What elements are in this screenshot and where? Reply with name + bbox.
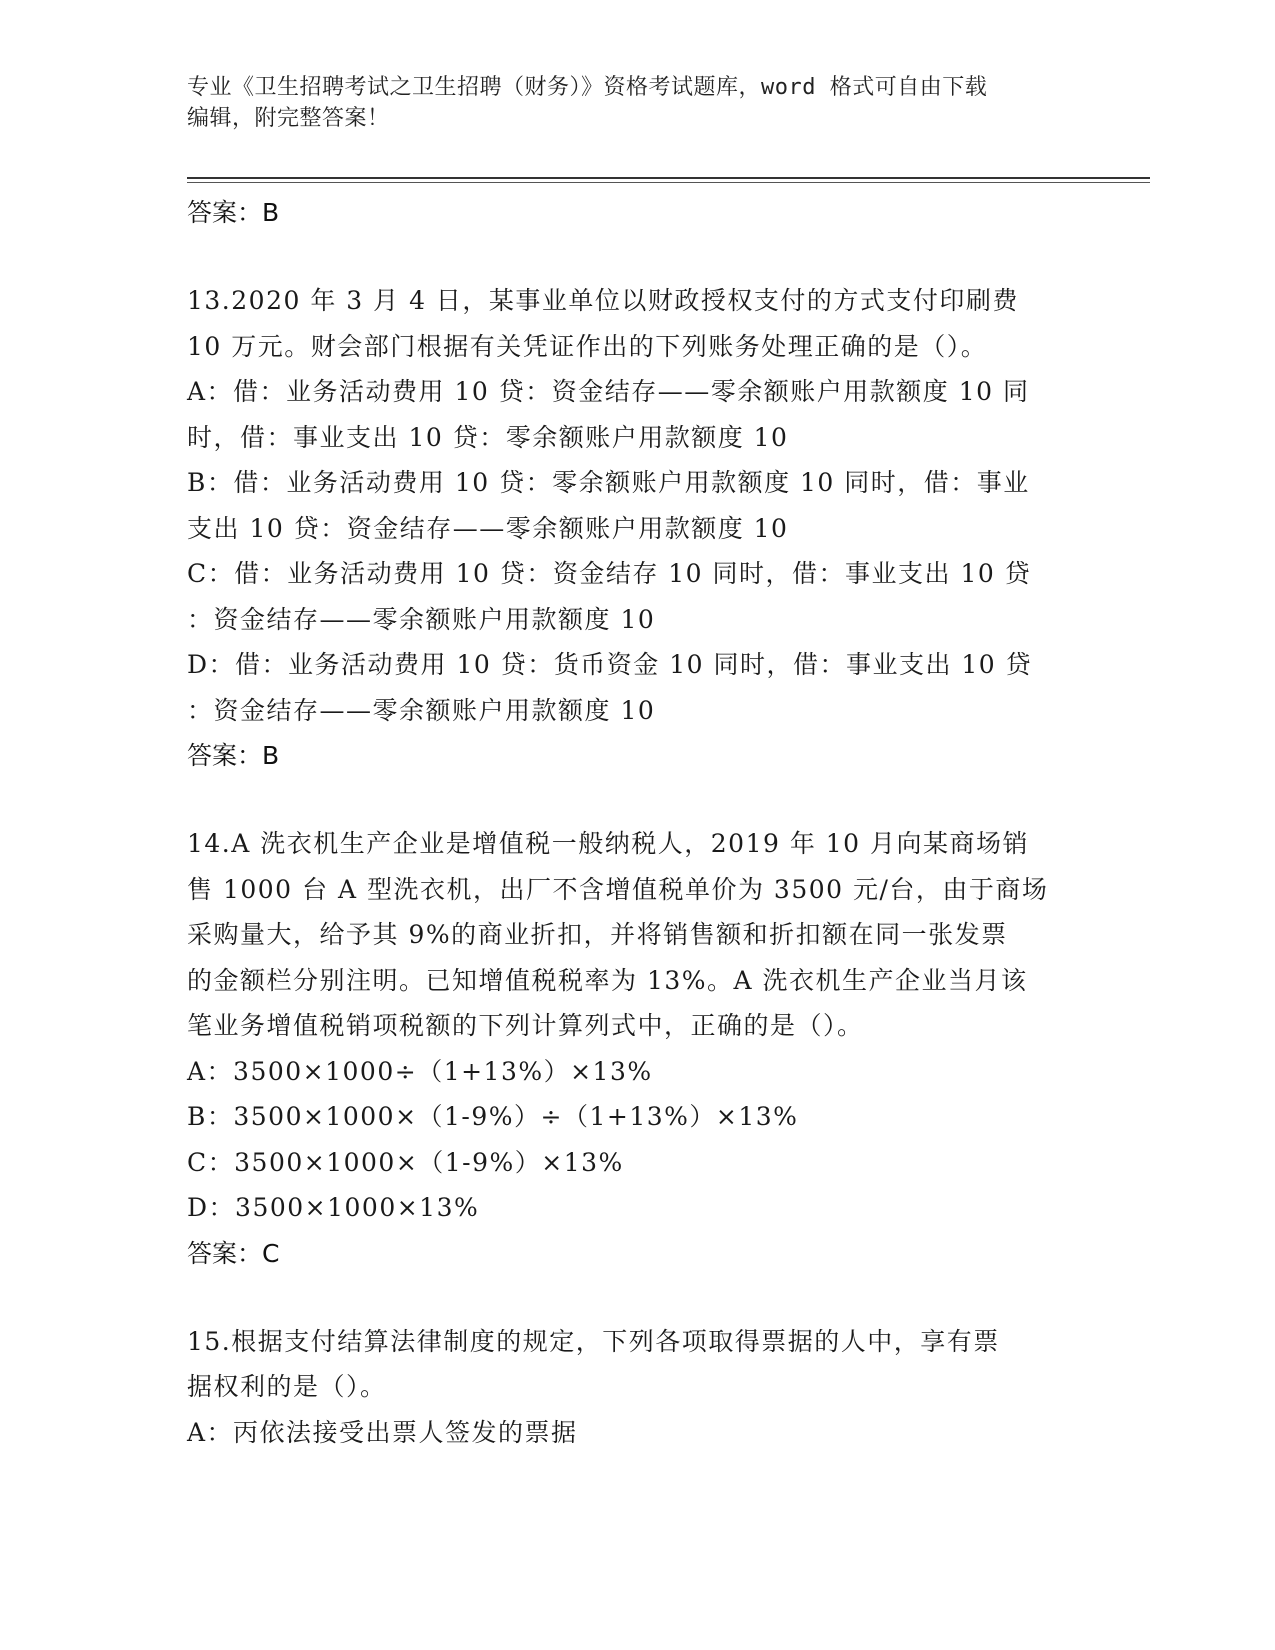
question-13-option-d-cont: ：资金结存——零余额账户用款额度 10: [187, 695, 656, 725]
answer-12: 答案：B: [187, 198, 280, 227]
question-13-option-d: D：借：业务活动费用 10 贷：货币资金 10 同时，借：事业支出 10 贷: [187, 650, 1033, 679]
spacer: [187, 778, 1087, 821]
answer-14: 答案：C: [187, 1238, 280, 1268]
question-14-option-b: B：3500×1000×（1-9%）÷（1+13%）×13%: [187, 1102, 799, 1131]
question-14-line: 采购量大，给予其 9%的商业折扣，并将销售额和折扣额在同一张发票: [187, 920, 1008, 949]
question-13-option-a-cont: 时，借：事业支出 10 贷：零余额账户用款额度 10: [187, 422, 789, 452]
question-13-line: 10 万元。财会部门根据有关凭证作出的下列账务处理正确的是（）。: [187, 331, 988, 361]
question-13-option-c: C：借：业务活动费用 10 贷：资金结存 10 同时，借：事业支出 10 贷: [187, 559, 1032, 588]
header-line-2: 编辑，附完整答案！: [187, 106, 390, 131]
question-15-option-a: A：丙依法接受出票人签发的票据: [187, 1417, 578, 1447]
question-15-line: 据权利的是（）。: [187, 1372, 387, 1401]
question-14: [187, 821, 1087, 1276]
question-13-option-b-cont: 支出 10 贷：资金结存——零余额账户用款额度 10: [187, 513, 789, 543]
header-line-1: 专业《卫生招聘考试之卫生招聘（财务）》资格考试题库，word 格式可自由下载: [187, 75, 988, 100]
question-14-line: 14.A 洗衣机生产企业是增值税一般纳税人，2019 年 10 月向某商场销: [187, 829, 1030, 858]
question-13-line: 13.2020 年 3 月 4 日，某事业单位以财政授权支付的方式支付印刷费: [187, 286, 1019, 315]
spacer: [187, 235, 1087, 278]
question-13-option-a: A：借：业务活动费用 10 贷：资金结存——零余额账户用款额度 10 同: [187, 377, 1030, 406]
question-14-option-d: D：3500×1000×13%: [187, 1193, 480, 1222]
question-13: [187, 278, 1087, 778]
question-14-option-c: C：3500×1000×（1-9%）×13%: [187, 1147, 624, 1177]
question-15: [187, 1319, 1087, 1456]
page-header: [187, 72, 1087, 134]
question-14-line: 售 1000 台 A 型洗衣机，出厂不含增值税单价为 3500 元/台，由于商场: [187, 874, 1049, 904]
question-content: [187, 190, 1087, 1455]
header-divider-thin: [187, 182, 1150, 183]
question-14-line: 的金额栏分别注明。已知增值税税率为 13%。A 洗衣机生产企业当月该: [187, 965, 1028, 995]
spacer: [187, 1276, 1087, 1319]
answer-13: 答案：B: [187, 741, 280, 770]
question-13-option-b: B：借：业务活动费用 10 贷：零余额账户用款额度 10 同时，借：事业: [187, 468, 1030, 497]
question-14-line: 笔业务增值税销项税额的下列计算列式中，正确的是（）。: [187, 1011, 864, 1040]
header-divider-thick: [187, 177, 1150, 179]
question-14-option-a: A：3500×1000÷（1+13%）×13%: [187, 1056, 653, 1086]
question-15-line: 15.根据支付结算法律制度的规定，下列各项取得票据的人中，享有票: [187, 1326, 1000, 1356]
question-13-option-c-cont: ：资金结存——零余额账户用款额度 10: [187, 604, 656, 634]
